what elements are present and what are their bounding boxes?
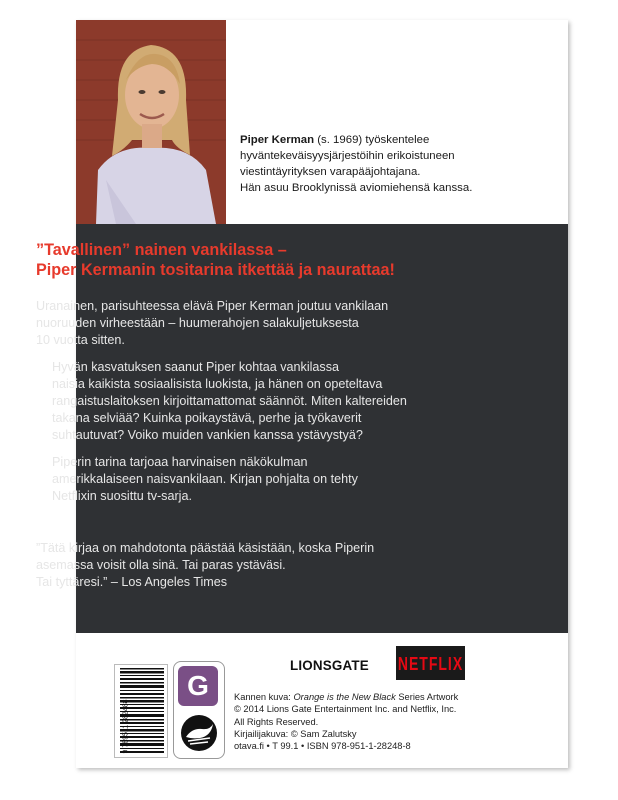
credits: Kannen kuva: Orange is the New Black Series Artwork © 2014 Lions Gate Entertainment Inc. and Netflix, Inc. All Rights Reserved. Kirjailijakuva: © Sam Zalutsky otava.fi • T 99.1 • ISBN 978-951-1-28248-8	[234, 692, 459, 752]
lionsgate-logo: LIONSGATE	[290, 658, 369, 673]
author-photo	[76, 20, 226, 224]
barcode	[114, 664, 168, 758]
author-name: Piper Kerman	[240, 134, 315, 146]
paragraph-1: Uranainen, parisuhteessa elävä Piper Kerman joutuu vankilaan nuoruuden virheestään – huumerahojen salakuljetuksesta 10 vuotta sitten.	[36, 299, 389, 347]
barcode-number: 9 789511 282488	[122, 699, 130, 754]
nordic-swan-icon	[180, 714, 218, 752]
netflix-logo: NETFLIX	[396, 646, 465, 680]
book-description	[36, 298, 466, 515]
author-section	[76, 20, 568, 224]
headline: ”Tavallinen” nainen vankilassa – Piper Kermanin tositarina itkettää ja naurattaa!	[36, 241, 395, 279]
paragraph-3: Piperin tarina tarjoaa harvinaisen näkökulman amerikkalaiseen naisvankilaan. Kirjan pohjalta on tehty Netflixin suosittu tv-sarja.	[52, 455, 358, 503]
review-quote: ”Tätä kirjaa on mahdotonta päästää käsistään, koska Piperin asemassa voisit olla sinä. Tai paras ystäväsi. Tai tyttäresi.” – Los Angeles Times	[36, 541, 375, 589]
author-bio: Piper Kerman (s. 1969) työskentelee hyväntekeväisyysjärjestöihin erikoistuneen viestintäyrityksen varapääjohtajana. Hän asuu Brooklynissä aviomiehensä kanssa.	[240, 134, 473, 194]
g-rating-icon: G	[178, 666, 218, 706]
bottom-section	[76, 633, 568, 768]
age-rating-label	[173, 661, 225, 759]
paragraph-2: Hyvän kasvatuksen saanut Piper kohtaa vankilassa naisia kaikista sosiaalisista luokista, ja hänen on opeteltava rangaistuslaitoksen kirjoittamattomat säännöt. Miten kaltereiden takana selviää? Kuinka poikaystävä, perhe ja työkaverit suhtautuvat? Voiko muiden vankien kanssa ystävystyä?	[52, 360, 407, 442]
